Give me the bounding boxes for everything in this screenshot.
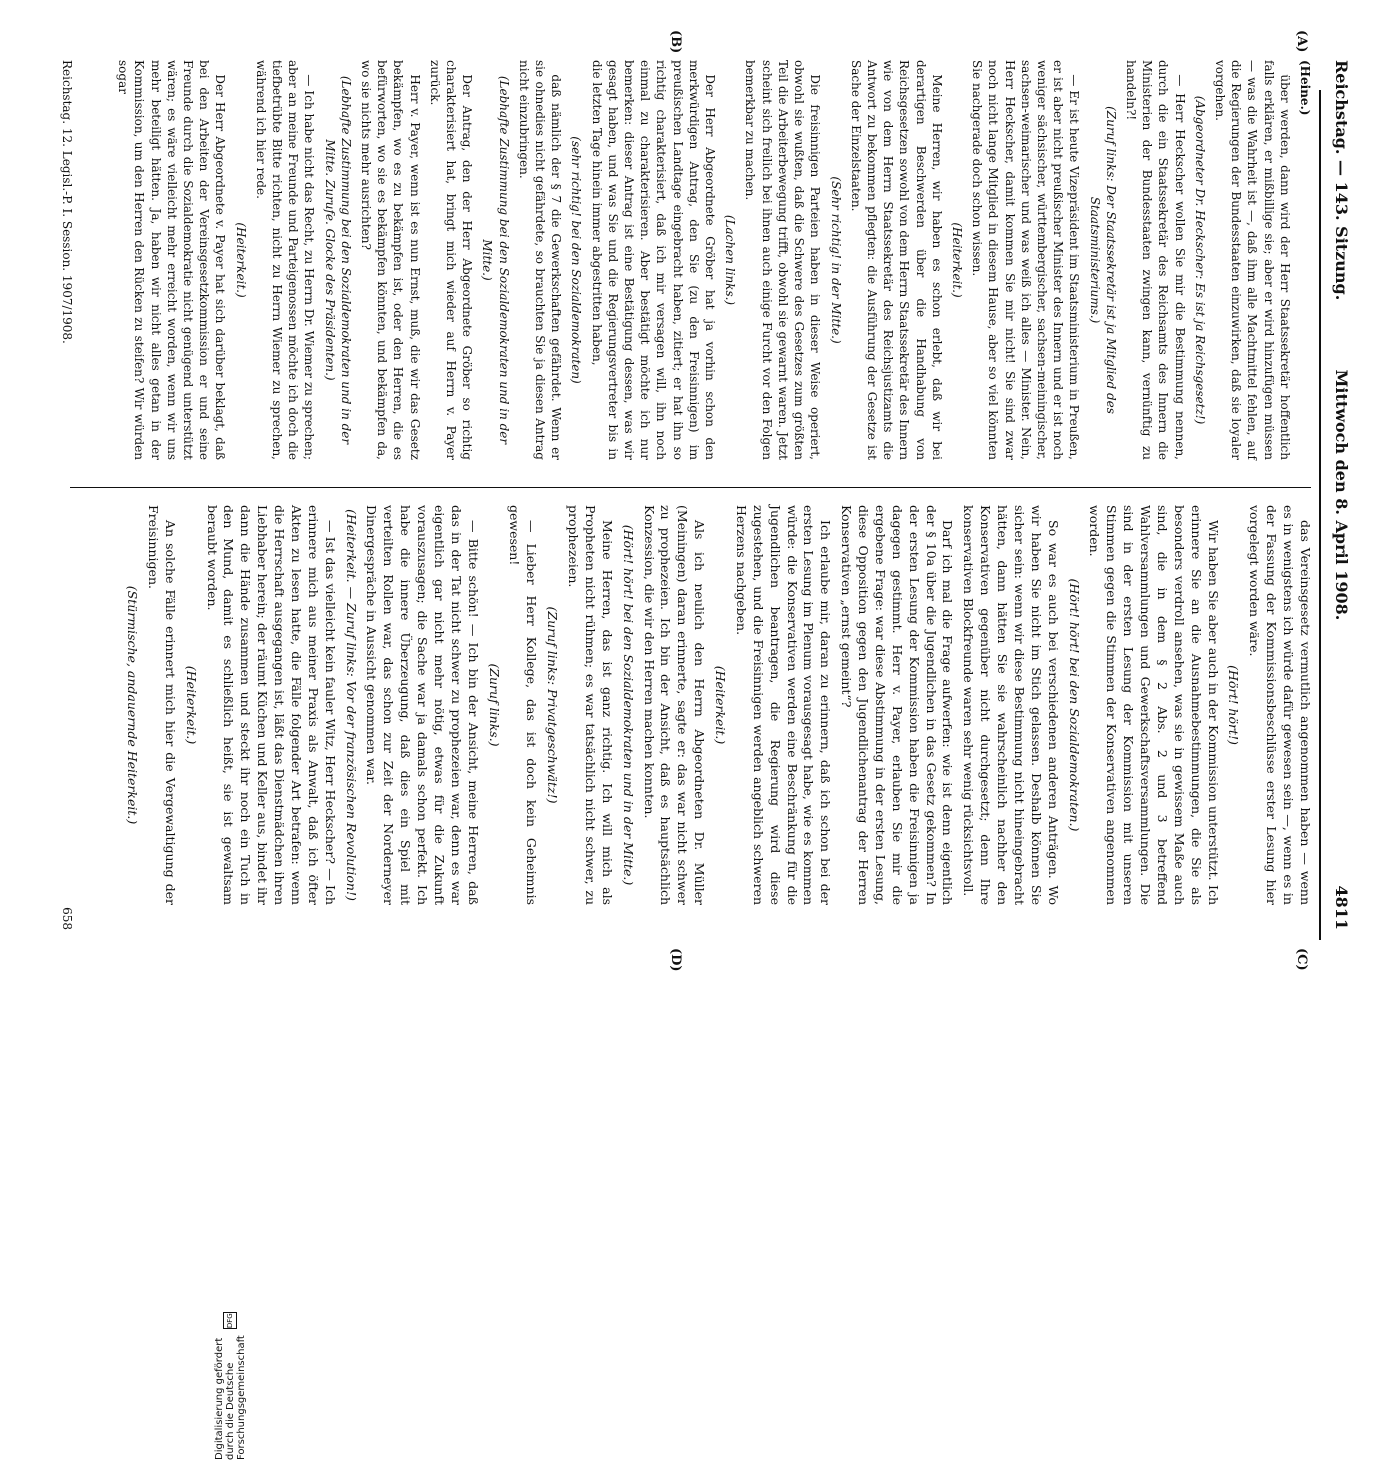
footer-legislature: Reichstag. 12. Legisl.-P. I. Session. 1907/1908.: [60, 60, 74, 344]
paragraph: Wir haben Sie aber auch in der Kommission unterstützt. Ich erinnere Sie an die Ausnahmebestimmungen, die Sie als besonders verdroll ansehen, was sie in gewissem Maße auch sind, die in dem § 2 Abs. 2 und 3 betreffend Wahlversammlungen und Gewerkschaftsversammlungen. Die sind in der ersten Lesung der Kommission mit unseren Stimmen gegen die Stimmen der Konservativen angenommen worden.: [1087, 505, 1221, 905]
right-paragraphs: [123, 505, 1313, 905]
paragraph: über werden, dann wird der Herr Staatssekretär hoffentlich falls erklären, er mißbillige sie; aber er wird hinzufügen müssen — was die Wahrheit ist —, daß ihm alle Machtmittel fehlen, auf die Regierungen der Bundesstaaten einzuwirken, daß sie loyaler vorgehen.: [1212, 60, 1292, 460]
column-marker-c: (C): [1294, 948, 1309, 971]
paragraph: Meine Herren, das ist ganz richtig. Ich will mich als Propheten nicht rühmen; es war tatsächlich nicht schwer, zu prophezeien.: [566, 505, 615, 905]
paragraph: (Heiterkeit.): [949, 222, 964, 298]
paragraph: — Er ist heute Vizepräsident im Staatsministerium in Preußen, er ist aber nicht preußischer Minister des Innern und er ist noch weniger sächsischer, württembergischer, sachsen-meiningischer, sachsen-weimarischer und was weiß ich alles — Minister. Nein, Herr Heckscher, damit kommen Sie mir nicht! Sie sind zwar noch nicht lange Mitglied in diesem Hause, aber so viel könnten Sie nachgerade doch schon wissen.: [970, 60, 1082, 460]
paragraph: — Bitte schön! — Ich bin der Ansicht, meine Herren, daß das in der Tat nicht schwer zu prophezeien war, denn es war eigentlich gar nicht mehr nötig, etwas für die Zukunft vorauszusagen; die Sache war ja damals schon perfekt. Ich habe die innere Überzeugung, daß dies ein Spiel mit verteilten Rollen war, das schon zur Zeit der Norderneyer Dinergespräche in Aussicht genommen war.: [364, 505, 481, 905]
paragraph: — Lieber Herr Kollege, das ist doch kein Geheimnis gewesen!: [507, 505, 540, 905]
column-divider: [70, 487, 1311, 488]
paragraph: (Zuruf links: Privatgeschwätz!): [545, 606, 561, 804]
column-marker-a: (A): [1294, 30, 1309, 53]
paragraph: (Heiterkeit.): [713, 665, 729, 745]
paragraph: Der Herr Abgeordnete v. Payer hat sich darüber beklagt, daß bei den Arbeiten der Vereinsgesetzkommission er und seine Freunde durch die Sozialdemokratie nicht genügend unterstützt wären; es wäre vielleicht mehr erreicht worden, wenn wir uns mehr beteiligt hätten. Ja, haben wir nicht alles getan in der Kommission, um den Herren den Rücken zu steifen? Wir würden sogar: [116, 60, 228, 460]
paragraph: (Zuruf links: Der Staatssekretär ist ja Mitglied des Staatsministeriums.): [1087, 106, 1118, 414]
paragraph: (Heiterkeit.): [233, 222, 248, 298]
paragraph: — Ich habe nicht das Recht, zu Herrn Dr. Wiemer zu sprechen; aber an meine Freunde und Parteigenossen möchte ich doch die tiefbetrübte Bitte richten, nicht zu Herrn Wiemer zu sprechen, während ich hier rede.: [253, 60, 317, 460]
paragraph: (Abgeordneter Dr. Heckscher: Es ist ja Reichsgesetz!): [1192, 95, 1207, 425]
paragraph: Darf ich mal die Frage aufwerfen: wie ist denn eigentlich der § 10a über die Jugendlichen in das Gesetz gekommen? In der ersten Lesung der Kommission haben die Freisinnigen ja dagegen gestimmt. Herr v. Payer, erlauben Sie mir die ergebene Frage: war diese Abstimmung in der ersten Lesung, diese Opposition gegen den Jugendlichenantrag der Herren Konservativen „ernst gemeint“?: [839, 505, 956, 905]
column-marker-b: (B): [668, 30, 683, 54]
paragraph: (sehr richtig! bei den Sozialdemokraten): [569, 136, 584, 384]
paragraph: (Zuruf links.): [486, 663, 502, 747]
paragraph: (Lachen links.): [723, 214, 738, 306]
paragraph: daß nämlich der § 7 die Gewerkschaften gefährdet. Wenn er sie ohnedies nicht gefährdete, so brauchten Sie ja diesen Antrag nicht einzubringen.: [516, 60, 564, 460]
right-column: [119, 505, 1313, 905]
paragraph: (Hört! hört! bei den Sozialdemokraten und in der Mitte.): [620, 524, 636, 886]
paragraph: (Lebhafte Zustimmung bei den Sozialdemokraten und in der Mitte.): [480, 75, 511, 445]
dfg-logo: DFG: [223, 1312, 237, 1329]
paragraph: (Sehr richtig! in der Mitte.): [828, 176, 843, 344]
page-number: 4811: [1332, 885, 1351, 930]
page-header: [1323, 60, 1363, 930]
paragraph: So war es auch bei verschiedenen anderen Anträgen. Wo wir haben Sie nicht im Stich gelassen. Deshalb können Sie sicher sein: wenn wir diese Bestimmung nicht hineingebracht hätten, dann hätten Sie sie wahrscheinlich nachher den Konservativen gegenüber nicht durchgesetzt; denn Ihre konservativen Blockfreunde waren sehr wenig rücksichtsvoll.: [961, 505, 1061, 905]
footer-sheet-number: 658: [60, 907, 74, 930]
left-paragraphs: [115, 60, 1293, 460]
paragraph: (Heiterkeit. — Zuruf links: Vor der französischen Revolution!): [343, 509, 359, 901]
paragraph: Herr v. Payer, wenn ist es nun Ernst, muß, die wir das Gesetz bekämpfen, wo es zu bekämpfen ist, oder den Herren, die es befürworten, wo sie es bekämpfen könnten, und bekämpfen da, wo sie nichts mehr ausrichten?: [359, 60, 422, 460]
paragraph: Meine Herren, wir haben es schon erlebt, daß wir bei derartigen Beschwerden über die Handhabung von Reichsgesetzen sowohl von dem Herrn Staatssekretär des Innern wie von dem Herrn Staatssekretär des Reichsjustizamts die Antwort zu bekommen pflegten: die Ausführung der Gesetze ist Sache der Einzelstaaten.: [848, 60, 944, 460]
paragraph: das Vereinsgesetz vermutlich angenommen haben — wenn es in wenigstens ich würde dafür gewesen sein —, wenn es in der Fassung der Kommissionsbeschlüsse erster Lesung hier vorgelegt worden wäre.: [1247, 505, 1313, 905]
header-date: Mittwoch den 8. April 1908.: [1332, 369, 1351, 621]
paragraph: (Stürmische, andauernde Heiterkeit.): [125, 585, 141, 825]
paragraph: Ich erlaube mir, daran zu erinnern, daß ich schon bei der ersten Lesung im Plenum vorausgesagt habe, wie es kommen würde: die Konservativen werden eine Beschränkung für die Jugendlichen beantragen, die Regierung wird diese zugestehen, und die Freisinnigen werden angeblich schweren Herzens nachgeben.: [734, 505, 834, 905]
digitization-credit: [0, 1313, 460, 1460]
paragraph: (Lebhafte Zustimmung bei den Sozialdemokraten und in der Mitte. Zurufe. Glocke des Präsidenten.): [322, 75, 353, 445]
speaker-name: (Heine.): [1298, 60, 1312, 116]
paragraph: — Herr Heckscher wollen Sie mir die Bestimmung nennen, durch die ein Staatssekretär des Reichsamts des Innern die Ministerien der Bundesstaaten zwingen kann, vernünftig zu handeln?!: [1123, 60, 1187, 460]
credit-text: Digitalisierung gefördert durch die Deutsche Forschungsgemeinschaft: [213, 1335, 247, 1460]
header-left-title: Reichstag. — 143. Sitzung.: [1332, 60, 1351, 301]
paragraph: (Hört! hört! bei den Sozialdemokraten.): [1066, 578, 1082, 832]
left-column: [111, 60, 1313, 460]
paragraph: Die freisinnigen Parteien haben in dieser Weise operiert, obwohl sie wußten, daß die Schwere des Gesetzes zum größten Teil die Arbeiterbewegung trifft, obwohl sie gewarnt waren. Jetzt scheint sich freilich bei ihnen auch einige Furcht vor den Folgen bemerkbar zu machen.: [743, 60, 823, 460]
paragraph: (Heiterkeit.): [183, 665, 199, 745]
column-marker-d: (D): [668, 948, 683, 972]
paragraph: An solche Fälle erinnert mich hier die Vergewaltigung der Freisinnigen.: [146, 505, 178, 905]
header-rule: [1319, 90, 1321, 940]
paragraph: (Hört! hört!): [1226, 665, 1242, 745]
paragraph: Der Herr Abgeordnete Gröber hat ja vorhin schon den merkwürdigen Antrag, den Sie (zu den Freisinnigen) im preußischen Landtage eingebracht haben, zitiert; er hat ihn so richtig charakterisiert, daß ich mir versagen will, ihn noch einmal zu charakterisieren. Aber bestätigt möchte ich nur bemerken: dieser Antrag ist eine Bestätigung dessen, was wir gesagt haben, und was Sie und die Regierungsvertreter bis in die letzten Tage hinein immer abgestritten haben,: [589, 60, 718, 460]
paragraph: Als ich neulich den Herrn Abgeordneten Dr. Müller (Meiningen) daran erinnerte, sagte er: das war nicht schwer zu prophezeien. Ich bin der Ansicht, daß es hauptsächlich Konzession, die wir den Herren machen konnten.: [641, 505, 708, 905]
paragraph: Der Antrag, den der Herr Abgeordnete Gröber so richtig charakterisiert hat, bringt mich wieder auf Herrn v. Payer zurück.: [427, 60, 475, 460]
paragraph: — Ist das vielleicht kein fauler Witz, Herr Heckscher? — Ich erinnere mich aus meiner Praxis als Anwalt, daß ich öfter Akten zu lesen hatte, die Fälle folgender Art betrafen: wenn die Herrschaft ausgegangen ist, läßt das Dienstmädchen ihren Liebhaber herein; der räumt Küchen und Keller aus, bindet ihr dann die Hände zusammen und steckt ihr noch ein Tuch in den Mund, damit es schließlich heißt, sie ist gewaltsam beraubt worden.: [204, 505, 338, 905]
